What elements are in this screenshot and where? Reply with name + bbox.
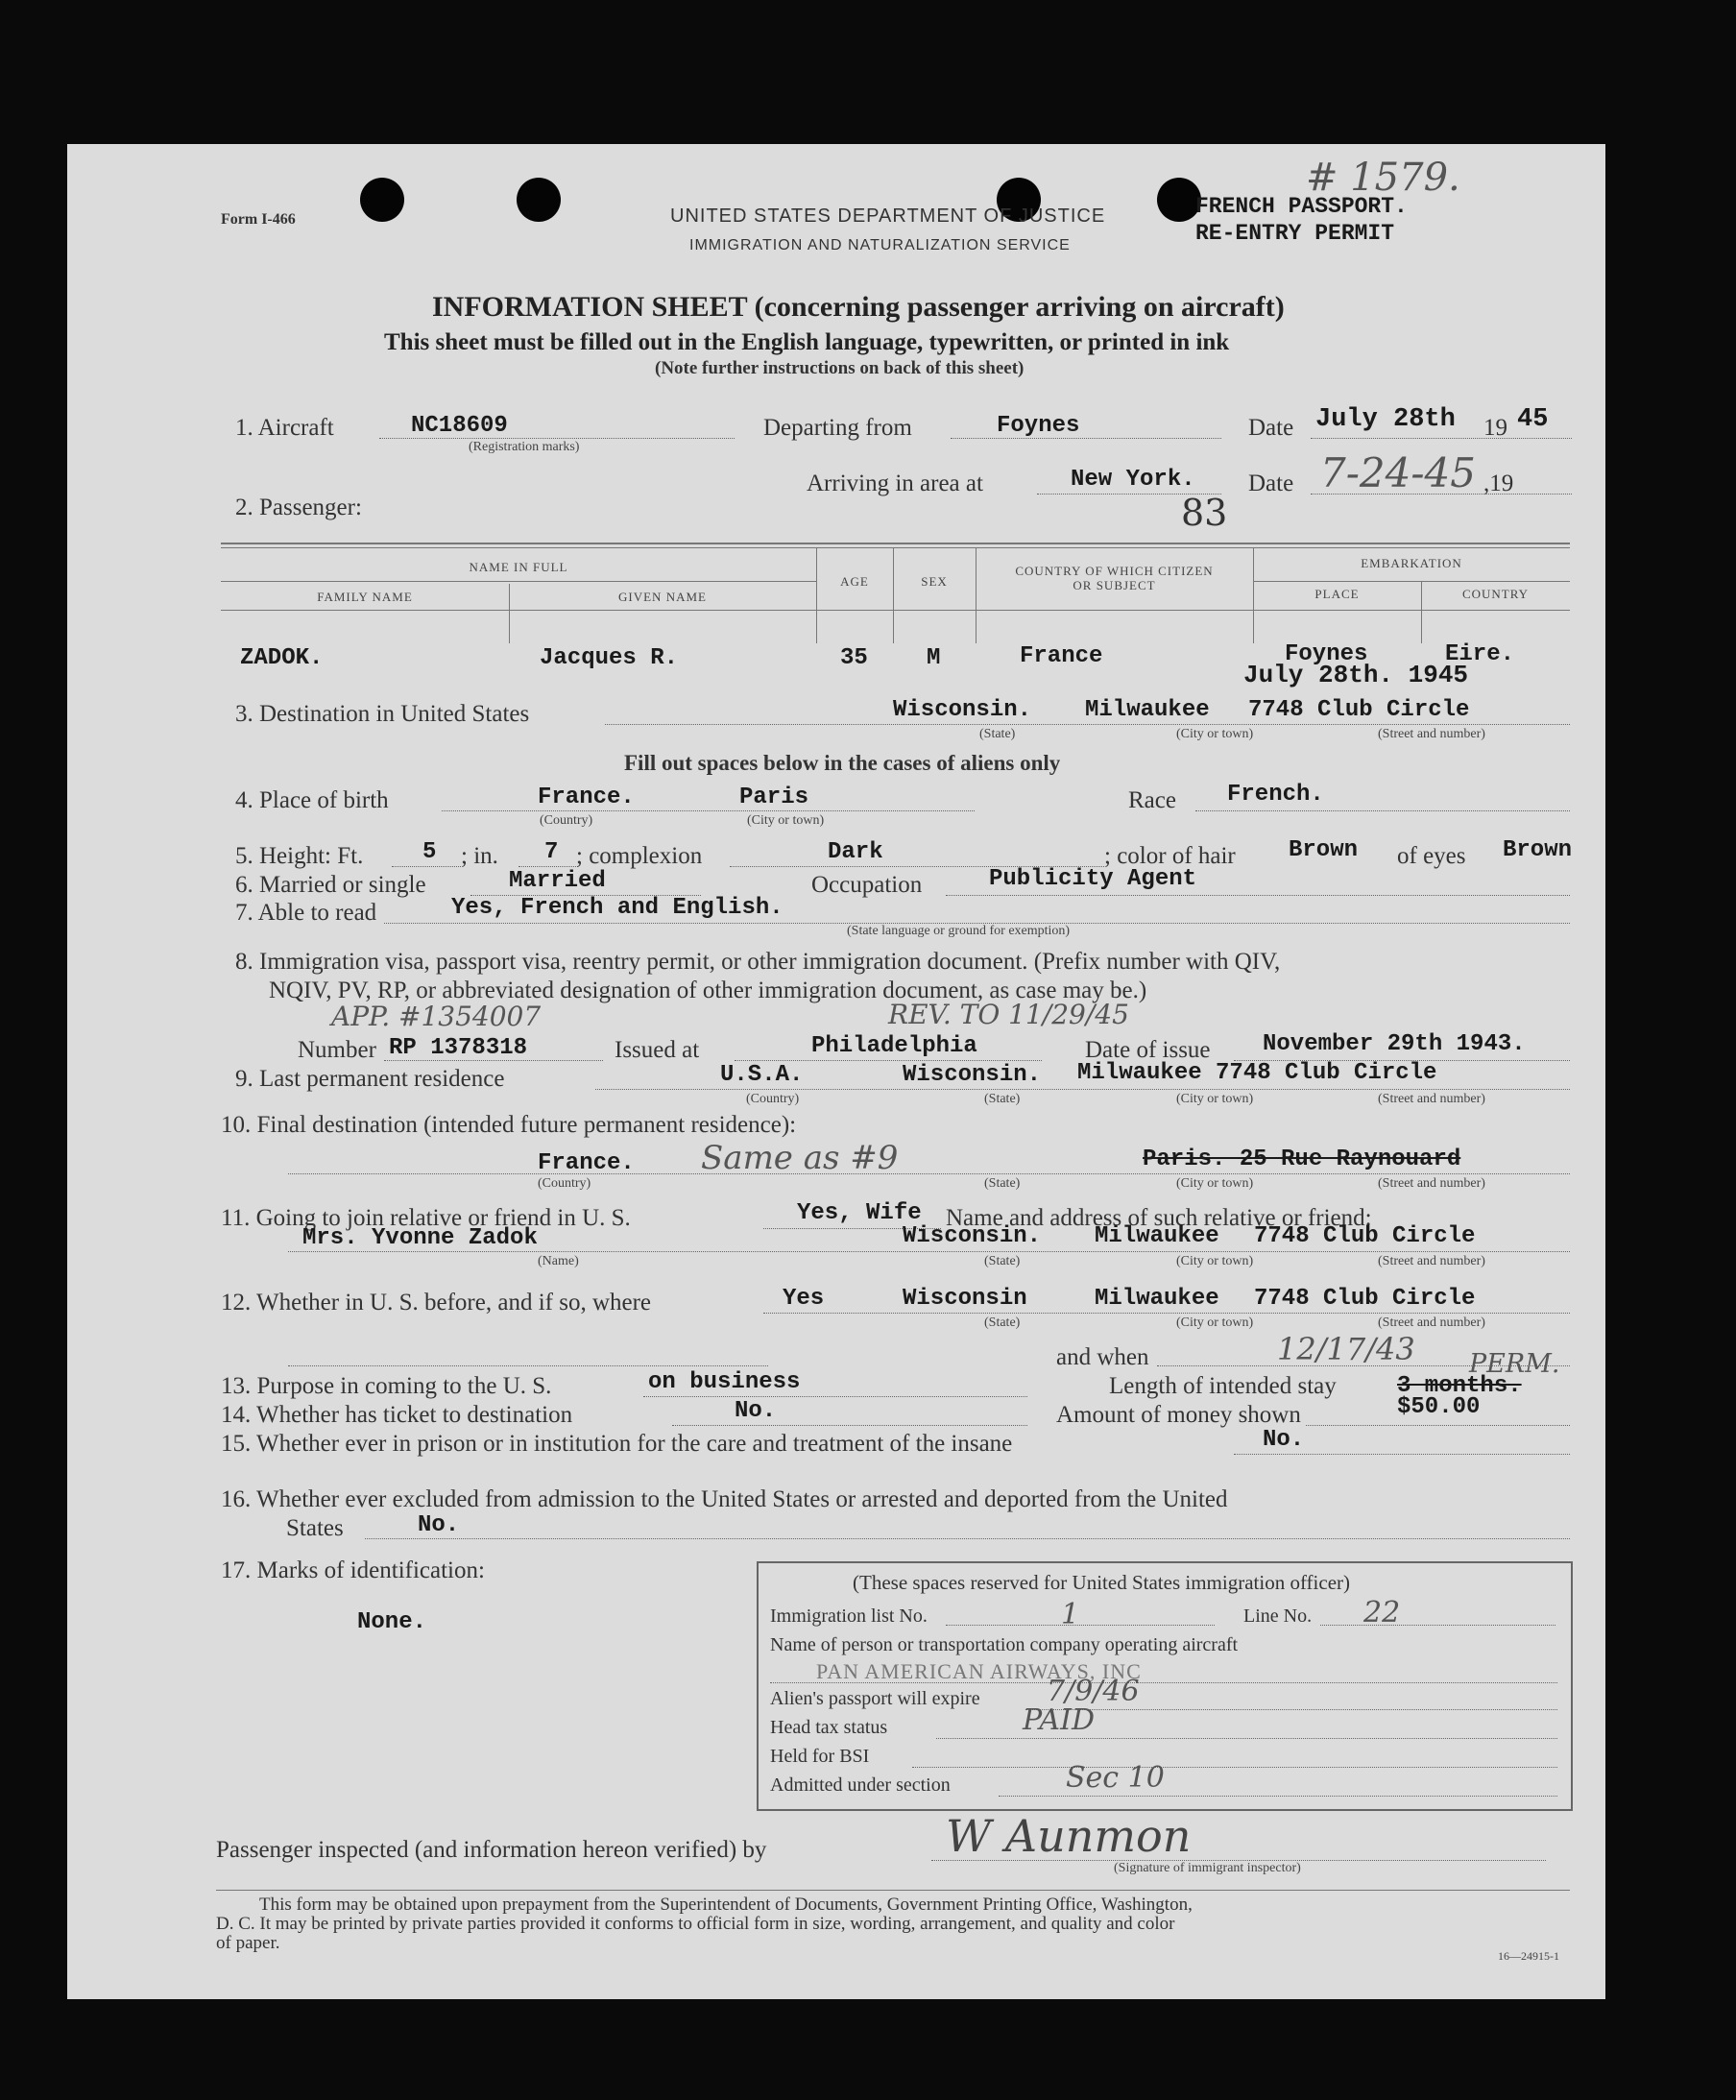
stay-label: Length of intended stay	[1109, 1373, 1337, 1399]
hair-value: Brown	[1289, 837, 1359, 863]
family-name-value: ZADOK.	[240, 645, 324, 671]
passport-expire-label: Alien's passport will expire	[770, 1688, 980, 1709]
height-inches: 7	[544, 839, 559, 865]
issued-at-value: Philadelphia	[811, 1033, 977, 1059]
arriving-value: New York.	[1071, 467, 1195, 493]
list-label: Immigration list No.	[770, 1605, 928, 1627]
inspector-signature: W Aunmon	[946, 1810, 1192, 1862]
destination-state: Wisconsin.	[893, 697, 1032, 723]
sheet-title: INFORMATION SHEET (concerning passenger arriving on aircraft)	[432, 291, 1285, 323]
item10-label: 10. Final destination (intended future permanent residence):	[221, 1112, 797, 1138]
read-caption: (State language or ground for exemption)	[847, 924, 1071, 938]
caption-res-street: (Street and number)	[1378, 1092, 1485, 1106]
officer-box-heading: (These spaces reserved for United States immigration officer)	[853, 1571, 1351, 1594]
item8-line1: 8. Immigration visa, passport visa, reentry permit, or other immigration document. (Prefix number with QIV,	[235, 949, 1281, 975]
embark-date-value: July 28th. 1945	[1243, 661, 1469, 689]
caption-rel-state: (State)	[984, 1254, 1021, 1268]
before-answer: Yes	[783, 1286, 825, 1312]
aircraft-value: NC18609	[411, 413, 508, 439]
head-tax-label: Head tax status	[770, 1717, 888, 1738]
form-sheet	[67, 144, 1605, 1999]
punch-hole	[517, 178, 561, 222]
departing-label: Departing from	[763, 415, 912, 441]
operator-stamp: PAN AMERICAN AIRWAYS, INC	[816, 1659, 1142, 1683]
caption-rel-street: (Street and number)	[1378, 1254, 1485, 1268]
hand-same-as-9: Same as #9	[701, 1139, 899, 1177]
when-label: and when	[1056, 1344, 1149, 1370]
number-label: Number	[298, 1037, 376, 1063]
header-country-1: COUNTRY OF WHICH CITIZEN	[1015, 564, 1214, 578]
caption-state: (State)	[979, 727, 1016, 741]
item12-label: 12. Whether in U. S. before, and if so, where	[221, 1290, 652, 1316]
hand-rev-note: REV. TO 11/29/45	[888, 999, 1129, 1030]
header-country-2: OR SUBJECT	[1073, 578, 1156, 592]
header-country: COUNTRY	[1461, 587, 1530, 601]
inspection-label: Passenger inspected (and information hereon verified) by	[216, 1837, 767, 1863]
list-number: 1	[1061, 1598, 1080, 1631]
citizenship-value: France	[1020, 643, 1103, 669]
relative-city: Milwaukee	[1095, 1223, 1219, 1249]
header-place: PLACE	[1314, 587, 1360, 601]
item9-label: 9. Last permanent residence	[235, 1066, 505, 1092]
hair-label: ; color of hair	[1104, 843, 1236, 869]
arrival-date-label: Date	[1248, 471, 1294, 496]
item7-label: 7. Able to read	[235, 900, 377, 926]
given-name-value: Jacques R.	[540, 645, 679, 671]
arrival-date: 7-24-45	[1320, 449, 1476, 496]
arriving-label: Arriving in area at	[807, 471, 983, 496]
birth-country: France.	[538, 784, 635, 810]
name-address-label: Name and address of such relative or friend:	[946, 1205, 1372, 1231]
marks-value: None.	[357, 1609, 427, 1635]
caption-city: (City or town)	[1176, 727, 1254, 741]
in-label: ; in.	[461, 843, 498, 869]
item13-label: 13. Purpose in coming to the U. S.	[221, 1373, 552, 1399]
header-embarkation: EMBARKATION	[1361, 556, 1462, 570]
registration-caption: (Registration marks)	[469, 440, 580, 454]
residence-state: Wisconsin.	[903, 1062, 1042, 1088]
line-label: Line No.	[1243, 1605, 1313, 1627]
join-answer: Yes, Wife	[797, 1200, 922, 1226]
caption-res-city: (City or town)	[1176, 1092, 1254, 1106]
footer-line3: of paper.	[216, 1933, 280, 1953]
caption-before-city: (City or town)	[1176, 1316, 1254, 1330]
item8-line2: NQIV, PV, RP, or abbreviated designation of other immigration document, as case may be.)	[269, 978, 1147, 1003]
passport-expire-value: 7/9/46	[1047, 1675, 1140, 1708]
item15-label: 15. Whether ever in prison or in institution for the care and treatment of the insane	[221, 1431, 1013, 1457]
footer-line2: D. C. It may be printed by private parties provided it conforms to official form in size, wording, arrangement, and quality and color	[216, 1914, 1175, 1934]
item2-label: 2. Passenger:	[235, 495, 362, 520]
item16-line1: 16. Whether ever excluded from admission to the United States or arrested and deported from the United	[221, 1486, 1228, 1512]
when-value: 12/17/43	[1277, 1331, 1415, 1367]
relative-state: Wisconsin.	[903, 1223, 1042, 1249]
punch-hole	[360, 178, 404, 222]
footer-line1: This form may be obtained upon prepayment from the Superintendent of Documents, Government Printing Office, Washington,	[259, 1895, 1193, 1915]
occupation-label: Occupation	[811, 872, 923, 898]
manifest-number: 83	[1181, 492, 1228, 534]
birth-city: Paris	[739, 784, 809, 810]
stay-hand: PERM.	[1469, 1349, 1560, 1379]
sheet-subtitle: This sheet must be filled out in the English language, typewritten, or printed in ink	[384, 329, 1230, 355]
destination-city: Milwaukee	[1085, 697, 1210, 723]
before-street: 7748 Club Circle	[1254, 1286, 1476, 1312]
final-country: France.	[538, 1150, 635, 1176]
header-given-name: GIVEN NAME	[618, 590, 707, 604]
money-value: $50.00	[1397, 1394, 1481, 1420]
item6-label: 6. Married or single	[235, 872, 426, 898]
caption-birth-city: (City or town)	[747, 813, 825, 828]
department-title: UNITED STATES DEPARTMENT OF JUSTICE	[670, 205, 1106, 227]
header-family-name: FAMILY NAME	[317, 590, 413, 604]
issued-label: Issued at	[615, 1037, 700, 1063]
caption-res-state: (State)	[984, 1092, 1021, 1106]
race-value: French.	[1227, 782, 1324, 808]
operator-label: Name of person or transportation company operating aircraft	[770, 1634, 1239, 1655]
caption-birth-country: (Country)	[540, 813, 593, 828]
money-label: Amount of money shown	[1056, 1402, 1301, 1428]
caption-before-state: (State)	[984, 1316, 1021, 1330]
head-tax-value: PAID	[1023, 1703, 1095, 1737]
date-issue-value: November 29th 1943.	[1263, 1031, 1526, 1057]
residence-country: U.S.A.	[720, 1062, 804, 1088]
purpose-value: on business	[648, 1369, 801, 1395]
occupation-value: Publicity Agent	[989, 866, 1197, 892]
departing-value: Foynes	[997, 413, 1080, 439]
footer-code: 16—24915-1	[1498, 1949, 1559, 1963]
item14-label: 14. Whether has ticket to destination	[221, 1402, 573, 1428]
service-title: IMMIGRATION AND NATURALIZATION SERVICE	[689, 237, 1071, 253]
admitted-label: Admitted under section	[770, 1774, 951, 1796]
caption-rel-name: (Name)	[538, 1254, 579, 1268]
stamp-french-passport: FRENCH PASSPORT.	[1195, 194, 1408, 219]
header-age: AGE	[840, 574, 869, 589]
caption-final-city: (City or town)	[1176, 1176, 1254, 1191]
relative-name: Mrs. Yvonne Zadok	[302, 1225, 538, 1251]
date-label: Date	[1248, 415, 1294, 441]
item3-label: 3. Destination in United States	[235, 701, 530, 727]
excluded-value: No.	[418, 1512, 460, 1538]
caption-before-street: (Street and number)	[1378, 1316, 1485, 1330]
destination-street: 7748 Club Circle	[1248, 697, 1470, 723]
caption-street: (Street and number)	[1378, 727, 1485, 741]
caption-final-country: (Country)	[538, 1176, 591, 1191]
relative-street: 7748 Club Circle	[1254, 1223, 1476, 1249]
item1-label: 1. Aircraft	[235, 415, 334, 441]
item16-line2: States	[286, 1515, 344, 1541]
item11-label: 11. Going to join relative or friend in U. S.	[221, 1205, 631, 1231]
header-name-in-full: NAME IN FULL	[469, 560, 568, 574]
sheet-note: (Note further instructions on back of this sheet)	[655, 358, 1025, 378]
document-number: RP 1378318	[389, 1035, 528, 1061]
caption-res-country: (Country)	[746, 1092, 800, 1106]
eyes-label: of eyes	[1397, 843, 1466, 869]
marital-value: Married	[509, 868, 606, 894]
stamp-reentry-permit: RE-ENTRY PERMIT	[1195, 221, 1395, 246]
sex-value: M	[927, 645, 941, 671]
officer-box	[757, 1561, 1573, 1811]
residence-city-street: Milwaukee 7748 Club Circle	[1077, 1060, 1437, 1086]
date-issue-label: Date of issue	[1085, 1037, 1211, 1063]
header-sex: SEX	[921, 574, 948, 589]
height-feet: 5	[422, 839, 437, 865]
hand-app-number: APP. #1354007	[331, 1001, 542, 1032]
departing-year: 45	[1517, 405, 1549, 434]
admitted-value: Sec 10	[1066, 1761, 1165, 1795]
item17-label: 17. Marks of identification:	[221, 1557, 485, 1583]
file-number: # 1579.	[1306, 156, 1460, 200]
complexion-value: Dark	[828, 839, 883, 865]
departing-date: July 28th	[1315, 405, 1456, 434]
embark-place-value: Foynes	[1285, 641, 1368, 667]
bsi-label: Held for BSI	[770, 1746, 870, 1767]
caption-rel-city: (City or town)	[1176, 1254, 1254, 1268]
signature-caption: (Signature of immigrant inspector)	[1114, 1861, 1301, 1875]
item4-label: 4. Place of birth	[235, 787, 389, 813]
item5-label: 5. Height: Ft.	[235, 843, 364, 869]
year-prefix: 19	[1483, 415, 1507, 441]
final-city-street: Paris. 25 Rue Raynouard	[1143, 1147, 1461, 1172]
embark-country-value: Eire.	[1445, 641, 1515, 667]
arrival-year-prefix: ,19	[1483, 471, 1514, 496]
line-number: 22	[1363, 1596, 1401, 1629]
eyes-value: Brown	[1503, 837, 1573, 863]
form-number: Form I-466	[221, 211, 296, 228]
aliens-only-heading: Fill out spaces below in the cases of aliens only	[624, 751, 1061, 775]
race-label: Race	[1128, 787, 1176, 813]
before-state: Wisconsin	[903, 1286, 1027, 1312]
stay-struck: 3 months.	[1397, 1373, 1522, 1399]
read-value: Yes, French and English.	[451, 895, 784, 921]
age-value: 35	[840, 645, 868, 671]
caption-final-street: (Street and number)	[1378, 1176, 1485, 1191]
ticket-value: No.	[735, 1398, 777, 1424]
before-city: Milwaukee	[1095, 1286, 1219, 1312]
prison-value: No.	[1263, 1427, 1305, 1453]
caption-final-state: (State)	[984, 1176, 1021, 1191]
complexion-label: ; complexion	[576, 843, 703, 869]
